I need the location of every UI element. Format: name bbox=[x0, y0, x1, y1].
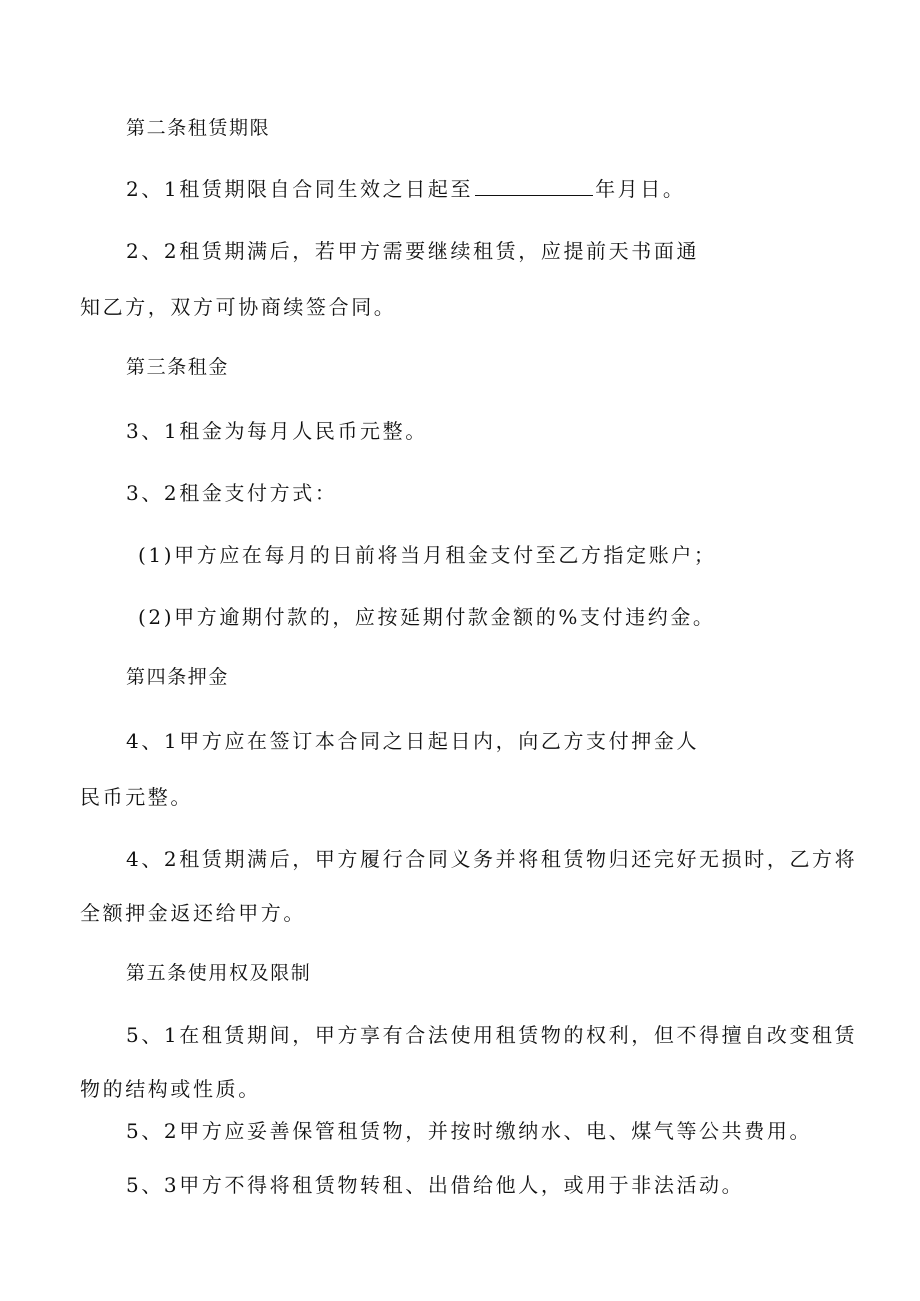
clause-5-1-line2: 物的结构或性质。 bbox=[80, 1077, 261, 1101]
fill-in-blank-end-date bbox=[475, 175, 593, 196]
clause-5-3: 5、3甲方不得将租赁物转租、出借给他人，或用于非法活动。 bbox=[126, 1173, 745, 1197]
clause-2-2-line2: 知乙方，双方可协商续签合同。 bbox=[80, 295, 397, 319]
clause-2-1 bbox=[126, 175, 685, 203]
clause-4-2-line2: 全额押金返还给甲方。 bbox=[80, 901, 306, 925]
clause-3-2-item-1: (1)甲方应在每月的日前将当月租金支付至乙方指定账户； bbox=[138, 543, 717, 567]
clause-2-2-line1: 2、2租赁期满后，若甲方需要继续租赁，应提前天书面通 bbox=[126, 239, 700, 263]
section-heading-term: 第二条租赁期限 bbox=[126, 117, 271, 139]
clause-4-2-line1: 4、2租赁期满后，甲方履行合同义务并将租赁物归还完好无损时，乙方将 bbox=[126, 847, 858, 871]
clause-4-1-line1: 4、1甲方应在签订本合同之日起日内，向乙方支付押金人 bbox=[126, 729, 700, 753]
section-heading-rent: 第三条租金 bbox=[126, 356, 230, 378]
clause-4-1-line2: 民币元整。 bbox=[80, 785, 193, 809]
clause-2-1-text: 2、1租赁期限自合同生效之日起至 bbox=[126, 177, 474, 201]
clause-2-1-text-end: 年月日。 bbox=[595, 177, 686, 201]
clause-5-2: 5、2甲方应妥善保管租赁物，并按时缴纳水、电、煤气等公共费用。 bbox=[126, 1119, 813, 1143]
section-heading-deposit: 第四条押金 bbox=[126, 666, 230, 688]
clause-3-2-item-2: (2)甲方逾期付款的，应按延期付款金额的%支付违约金。 bbox=[138, 605, 716, 629]
clause-5-1-line1: 5、1在租赁期间，甲方享有合法使用租赁物的权利，但不得擅自改变租赁 bbox=[126, 1023, 858, 1047]
clause-3-2: 3、2租金支付方式： bbox=[126, 481, 338, 505]
clause-3-1: 3、1租金为每月人民币元整。 bbox=[126, 419, 428, 443]
section-heading-usage: 第五条使用权及限制 bbox=[126, 962, 312, 984]
